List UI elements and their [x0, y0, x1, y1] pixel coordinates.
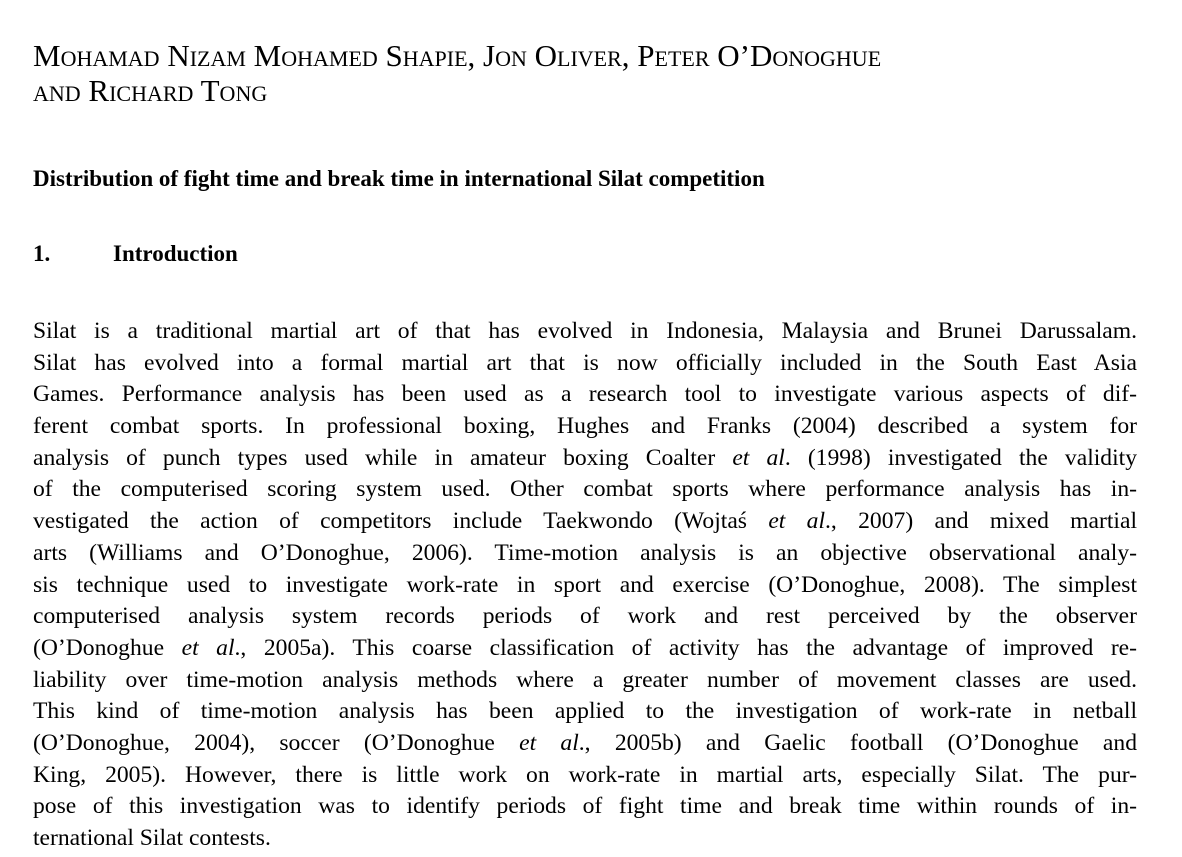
- paragraph-line-last: ternational Silat contests.: [33, 825, 271, 851]
- citation-italic: et al: [768, 508, 826, 535]
- section-heading: [33, 241, 238, 267]
- section-number: 1.: [33, 241, 51, 266]
- paragraph-line: [33, 506, 1137, 538]
- citation-italic: et al: [181, 634, 235, 661]
- paragraph-line: [33, 443, 1137, 475]
- text-segment: . (1998) investigated the validity: [784, 444, 1138, 471]
- citation-italic: et al: [519, 729, 579, 756]
- text-segment: analysis of punch types used while in amateur boxing Coalter: [33, 444, 733, 471]
- paragraph-line: [33, 728, 1137, 760]
- text-segment: ., 2005a). This coarse classification of activity has the advantage of improved re-: [234, 634, 1137, 661]
- text-segment: ., 2005b) and Gaelic football (O’Donoghue and: [578, 729, 1137, 756]
- paragraph-line: arts (Williams and O’Donoghue, 2006). Time-motion analysis is an objective observational analy-: [33, 539, 1137, 566]
- paragraph-line: of the computerised scoring system used. Other combat sports where performance analysis has in-: [33, 476, 1137, 503]
- introduction-paragraph: [33, 316, 1137, 855]
- author-line-1: Mohamad Nizam Mohamed Shapie, Jon Oliver, Peter O’Donoghue: [33, 38, 882, 73]
- text-segment: (O’Donoghue, 2004), soccer (O’Donoghue: [33, 729, 520, 756]
- paragraph-line: Silat has evolved into a formal martial art that is now officially included in the South East Asia: [33, 349, 1137, 376]
- paragraph-line: computerised analysis system records periods of work and rest perceived by the observer: [33, 603, 1137, 630]
- paragraph-line: liability over time-motion analysis methods where a greater number of movement classes are used.: [33, 666, 1137, 693]
- paper-title: Distribution of fight time and break time in international Silat competition: [33, 166, 765, 191]
- text-segment: vestigated the action of competitors include Taekwondo (Wojtaś: [33, 508, 769, 535]
- paragraph-line: Silat is a traditional martial art of that has evolved in Indonesia, Malaysia and Brunei Darussalam.: [33, 318, 1137, 344]
- section-title: Introduction: [113, 241, 238, 266]
- paragraph-line: pose of this investigation was to identify periods of fight time and break time within rounds of in-: [33, 793, 1137, 820]
- author-line-2: and Richard Tong: [33, 73, 268, 108]
- paragraph-line: Games. Performance analysis has been used as a research tool to investigate various aspects of dif-: [33, 381, 1137, 408]
- paragraph-line: ferent combat sports. In professional boxing, Hughes and Franks (2004) described a system for: [33, 413, 1137, 440]
- citation-italic: et al: [732, 444, 785, 471]
- text-segment: (O’Donoghue: [33, 634, 182, 661]
- text-segment: ., 2007) and mixed martial: [825, 508, 1138, 535]
- paragraph-line: [33, 633, 1137, 665]
- paragraph-line: King, 2005). However, there is little work on work-rate in martial arts, especially Silat. The pur-: [33, 761, 1137, 788]
- author-list: [33, 38, 1137, 108]
- paragraph-line: This kind of time-motion analysis has been applied to the investigation of work-rate in netball: [33, 698, 1137, 725]
- paragraph-line: sis technique used to investigate work-rate in sport and exercise (O’Donoghue, 2008). The simplest: [33, 571, 1137, 598]
